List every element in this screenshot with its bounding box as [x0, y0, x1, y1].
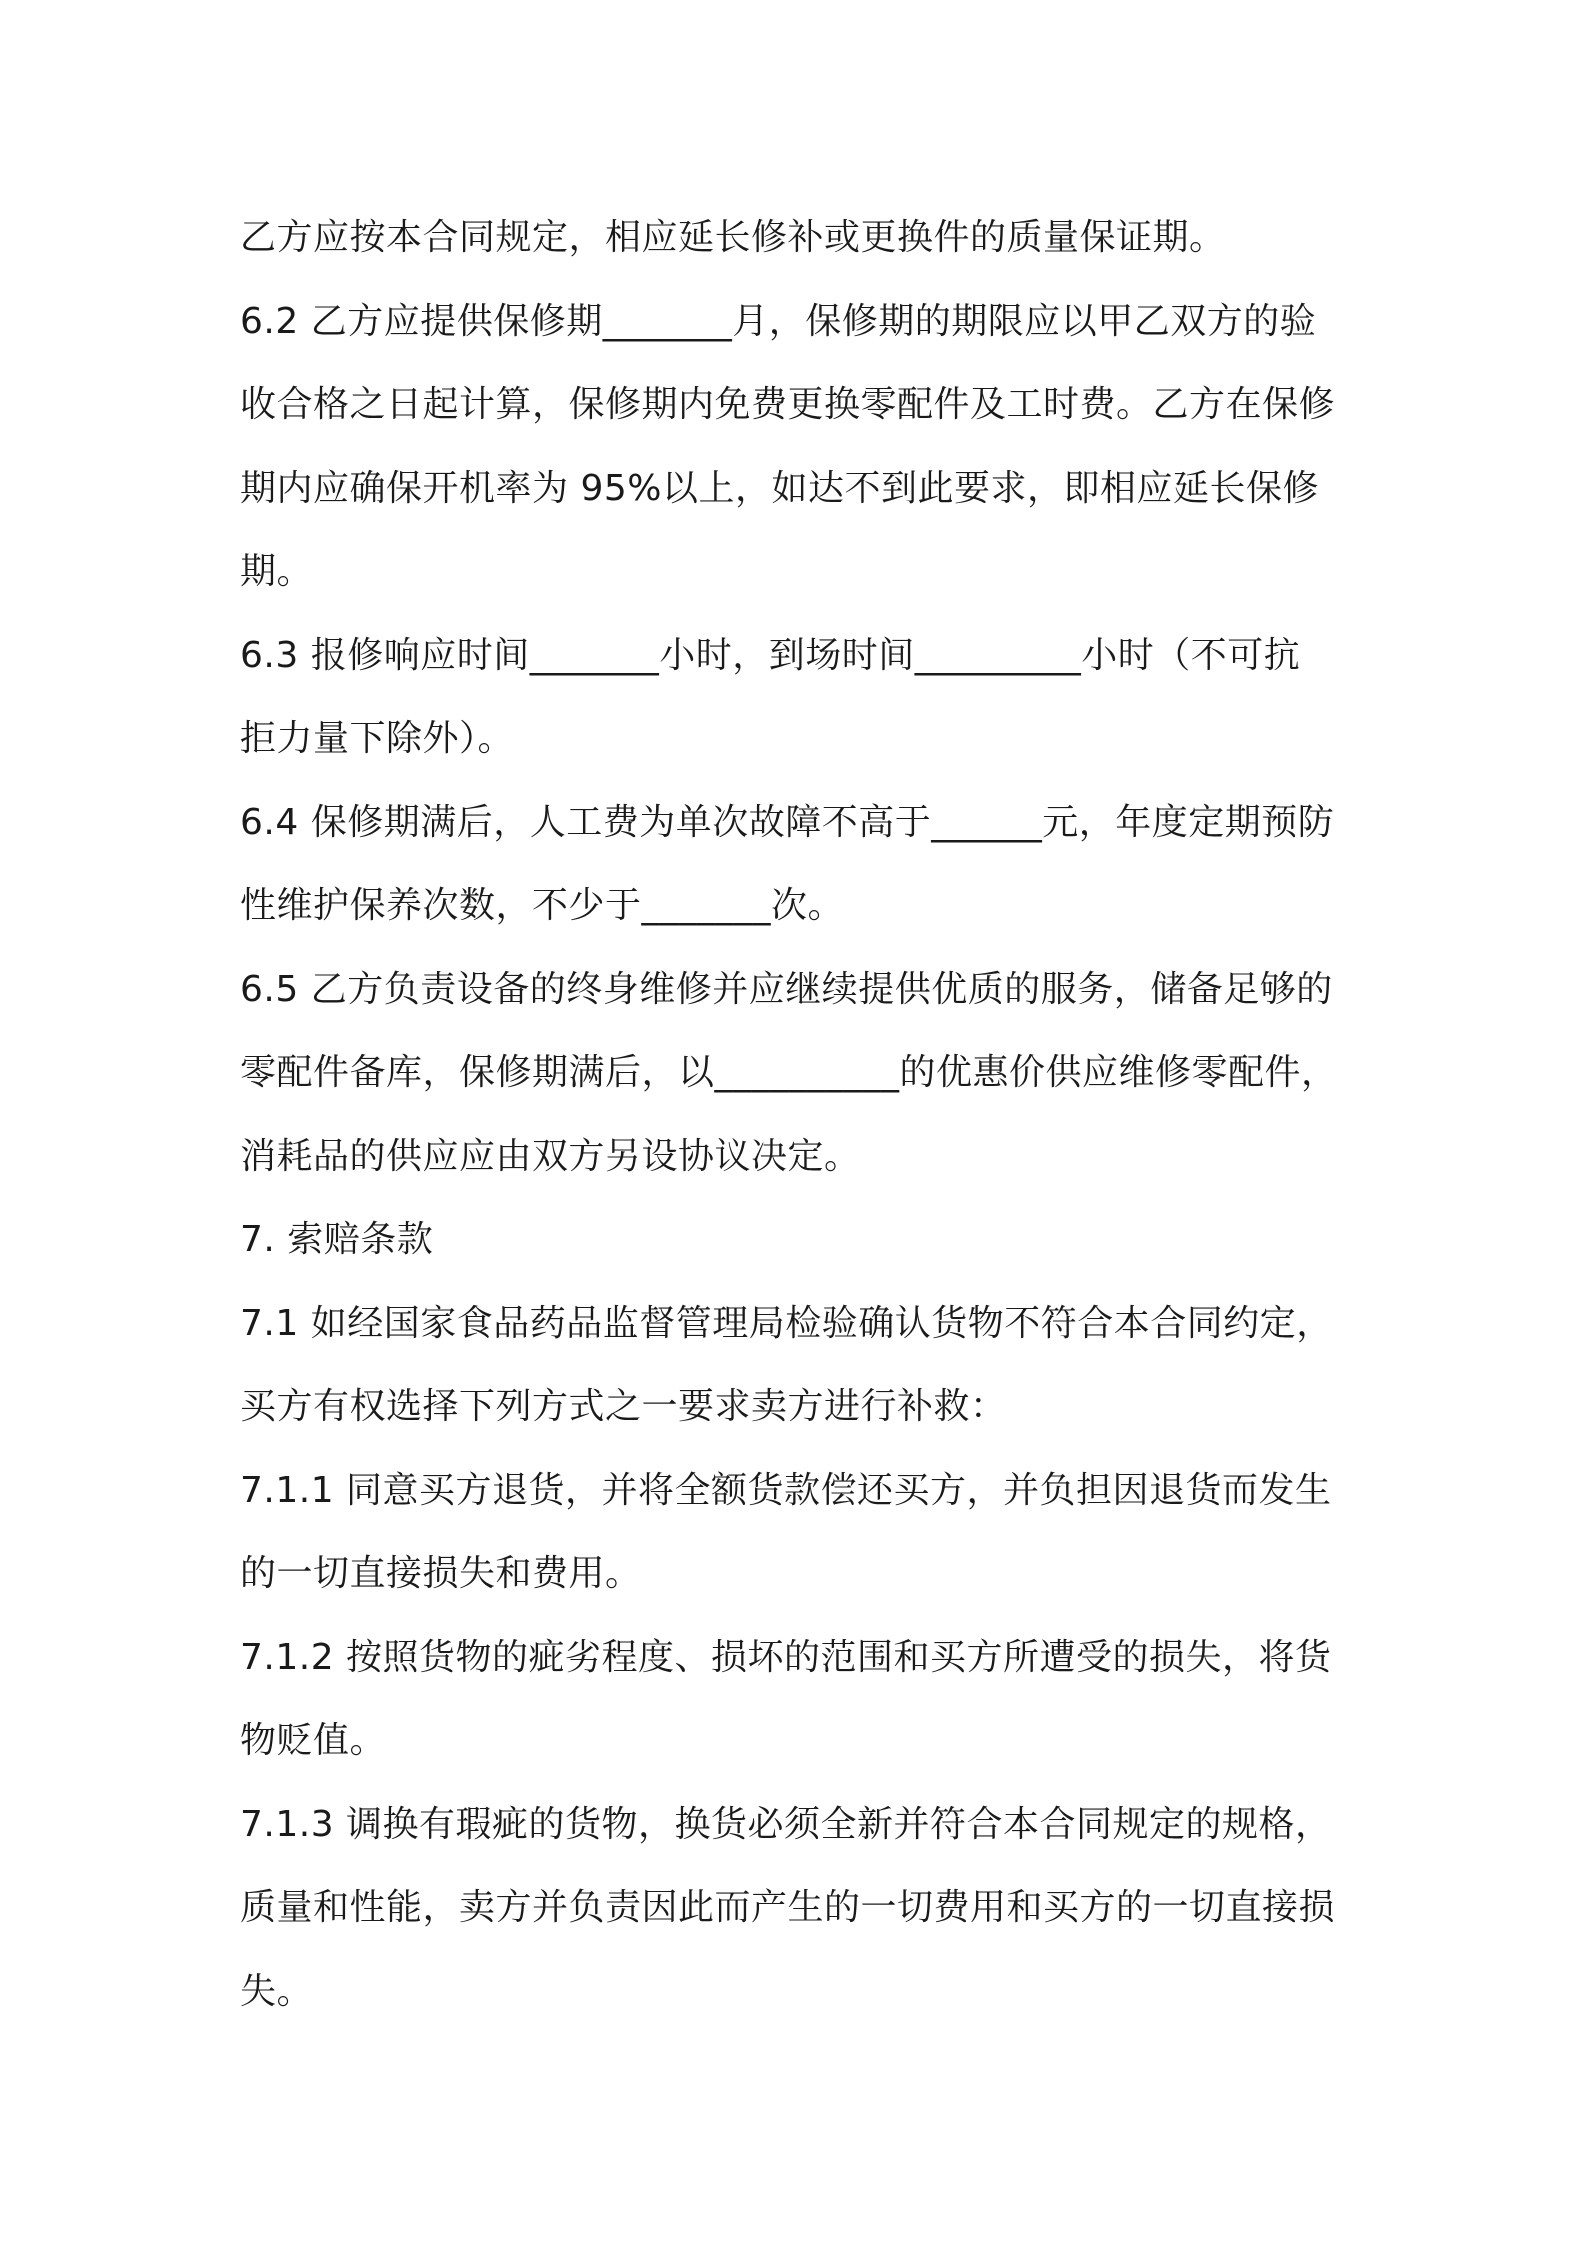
- text-line: 的一切直接损失和费用。: [240, 1553, 642, 1594]
- text-line: 性维护保养次数，不少于_______次。: [240, 885, 845, 926]
- text-line: 拒力量下除外）。: [240, 718, 515, 759]
- clause-6-5-line: 6.5 乙方负责设备的终身维修并应继续提供优质的服务，储备足够的: [240, 968, 1333, 1010]
- text-line: 买方有权选择下列方式之一要求卖方进行补救：: [240, 1386, 1007, 1427]
- clause-7-1-1-line: 7.1.1 同意买方退货，并将全额货款偿还买方，并负担因退货而发生: [240, 1469, 1332, 1511]
- text-line: 消耗品的供应应由双方另设协议决定。: [240, 1135, 861, 1177]
- text-line: 乙方应按本合同规定，相应延长修补或更换件的质量保证期。: [240, 217, 1226, 258]
- clause-6-3-line: 6.3 报修响应时间_______小时，到场时间_________小时（不可抗: [240, 634, 1301, 676]
- text-line: 质量和性能，卖方并负责因此而产生的一切费用和买方的一切直接损: [240, 1887, 1336, 1928]
- text-line: 零配件备库，保修期满后，以__________的优惠价供应维修零配件，: [240, 1052, 1338, 1093]
- clause-7-1-3-line: 7.1.3 调换有瑕疵的货物，换货必须全新并符合本合同规定的规格，: [240, 1803, 1332, 1845]
- section-7-heading: 7. 索赔条款: [240, 1219, 434, 1260]
- text-line: 期内应确保开机率为 95%以上，如达不到此要求，即相应延长保修: [240, 467, 1319, 509]
- clause-7-1-line: 7.1 如经国家食品药品监督管理局检验确认货物不符合本合同约定，: [240, 1302, 1333, 1344]
- clause-6-4-line: 6.4 保修期满后，人工费为单次故障不高于______元，年度定期预防: [240, 801, 1335, 843]
- document-body: [240, 196, 1370, 2033]
- text-line: 期。: [240, 551, 314, 592]
- clause-7-1-2-line: 7.1.2 按照货物的疵劣程度、损坏的范围和买方所遭受的损失，将货: [240, 1636, 1332, 1678]
- clause-6-2-line: 6.2 乙方应提供保修期_______月，保修期的期限应以甲乙双方的验: [240, 300, 1317, 342]
- text-line: 物贬值。: [240, 1720, 387, 1761]
- text-line: 收合格之日起计算，保修期内免费更换零配件及工时费。乙方在保修: [240, 384, 1336, 425]
- text-line: 失。: [240, 1970, 314, 2012]
